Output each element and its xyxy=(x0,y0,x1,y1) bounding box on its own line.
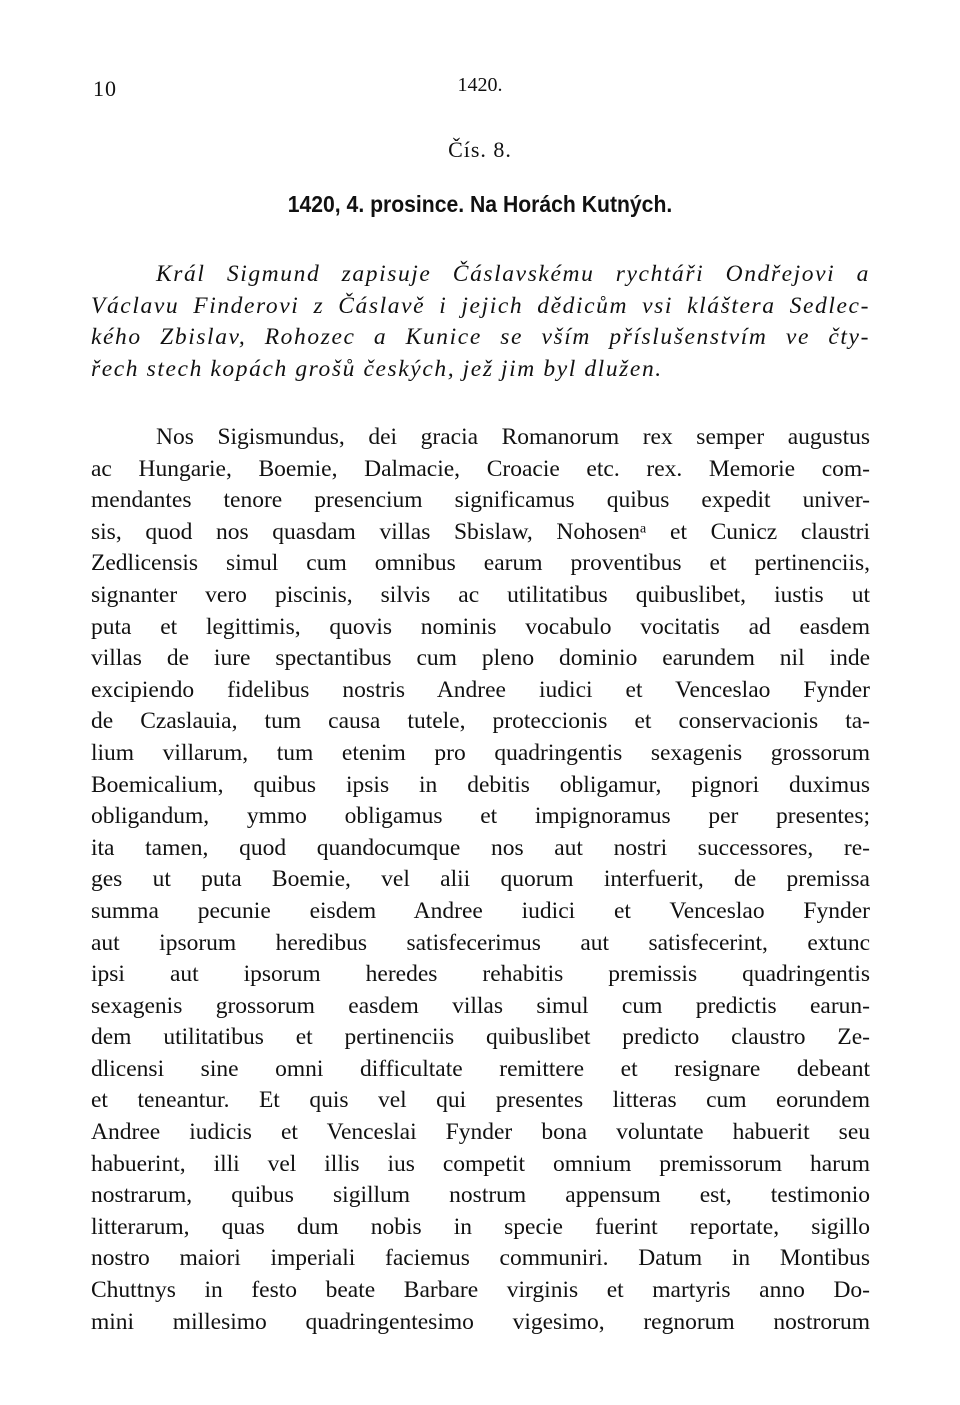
text-line: Zedlicensis simul cum omnibus earum proventibus et pertinenciis, xyxy=(91,550,870,577)
text-line: dlicensi sine omni difficultate remittere et resignare debeant xyxy=(91,1055,870,1082)
text-line: obligandum, ymmo obligamus et impignoramus per presentes; xyxy=(91,803,870,830)
text-line: excipiendo fidelibus nostris Andree iudici et Venceslao Fynder xyxy=(91,676,870,703)
text-line: puta et legittimis, quovis nominis vocabulo vocitatis ad easdem xyxy=(91,613,870,640)
text-line: lium villarum, tum etenim pro quadringentis sexagenis grossorum xyxy=(91,739,870,766)
regest-line: Král Sigmund zapisuje Čáslavskému rychtáři Ondřejovi a xyxy=(156,261,870,287)
text-line: ges ut puta Boemie, vel alii quorum interfuerit, de premissa xyxy=(91,866,870,893)
text-line: ita tamen, quod quandocumque nos aut nostri successores, re- xyxy=(91,834,870,861)
document-date-place: 1420, 4. prosince. Na Horách Kutných. xyxy=(287,191,673,217)
text-line: villas de iure spectantibus cum pleno dominio earundem nil inde xyxy=(91,645,870,672)
regest-paragraph xyxy=(91,259,870,385)
document-number: Čís. 8. xyxy=(448,137,512,162)
regest-line: řech stech kopách grošů českých, jež jim byl dlužen. xyxy=(91,355,663,382)
text-line: signanter vero piscinis, silvis ac utilitatibus quibuslibet, iustis ut xyxy=(91,581,870,608)
regest-line: kého Zbislav, Rohozec a Kunice se vším příslušenstvím ve čty- xyxy=(91,324,870,350)
text-line: Andree iudicis et Venceslai Fynder bona voluntate habuerit seu xyxy=(91,1119,870,1146)
text-line: sexagenis grossorum easdem villas simul cum predictis earun- xyxy=(91,992,870,1019)
text-line: nostrarum, quibus sigillum nostrum appensum est, testimonio xyxy=(91,1182,870,1209)
text-line: Chuttnys in festo beate Barbare virginis et martyris anno Do- xyxy=(91,1277,870,1304)
text-line: litterarum, quas dum nobis in specie fuerint reportate, sigillo xyxy=(91,1213,870,1240)
text-line: Boemicalium, quibus ipsis in debitis obligamur, pignori duximus xyxy=(91,771,870,798)
page-number: 10 xyxy=(93,76,117,101)
text-line: mini millesimo quadringentesimo vigesimo, regnorum nostrorum xyxy=(91,1308,870,1335)
text-line: mendantes tenore presencium significamus quibus expedit univer- xyxy=(91,487,870,514)
text-line: summa pecunie eisdem Andree iudici et Venceslao Fynder xyxy=(91,897,870,924)
text-line: ipsi aut ipsorum heredes rehabitis premissis quadringentis xyxy=(91,961,870,988)
regest-line: Václavu Finderovi z Čáslavě i jejich dědicům vsi kláštera Sedlec- xyxy=(91,292,870,319)
text-line: ac Hungarie, Boemie, Dalmacie, Croacie etc. rex. Memorie com- xyxy=(91,455,870,482)
running-header-year: 1420. xyxy=(457,74,503,96)
text-line: de Czaslauia, tum causa tutele, proteccionis et conservacionis ta- xyxy=(91,708,870,735)
text-line: dem utilitatibus et pertinenciis quibuslibet predicto claustro Ze- xyxy=(91,1024,870,1051)
text-line: Nos Sigismundus, dei gracia Romanorum rex semper augustus xyxy=(156,424,870,450)
text-line: aut ipsorum heredibus satisfecerimus aut satisfecerint, extunc xyxy=(91,929,870,956)
text-line: et teneantur. Et quis vel qui presentes litteras cum eorundem xyxy=(91,1087,870,1114)
text-line: sis, quod nos quasdam villas Sbislaw, Nohosenᵃ et Cunicz claustri xyxy=(91,518,870,545)
text-line: habuerint, illi vel illis ius competit omnium premissorum harum xyxy=(91,1150,870,1177)
latin-text-body xyxy=(91,422,870,1338)
text-line: nostro maiori imperiali faciemus communiri. Datum in Montibus xyxy=(91,1245,870,1272)
